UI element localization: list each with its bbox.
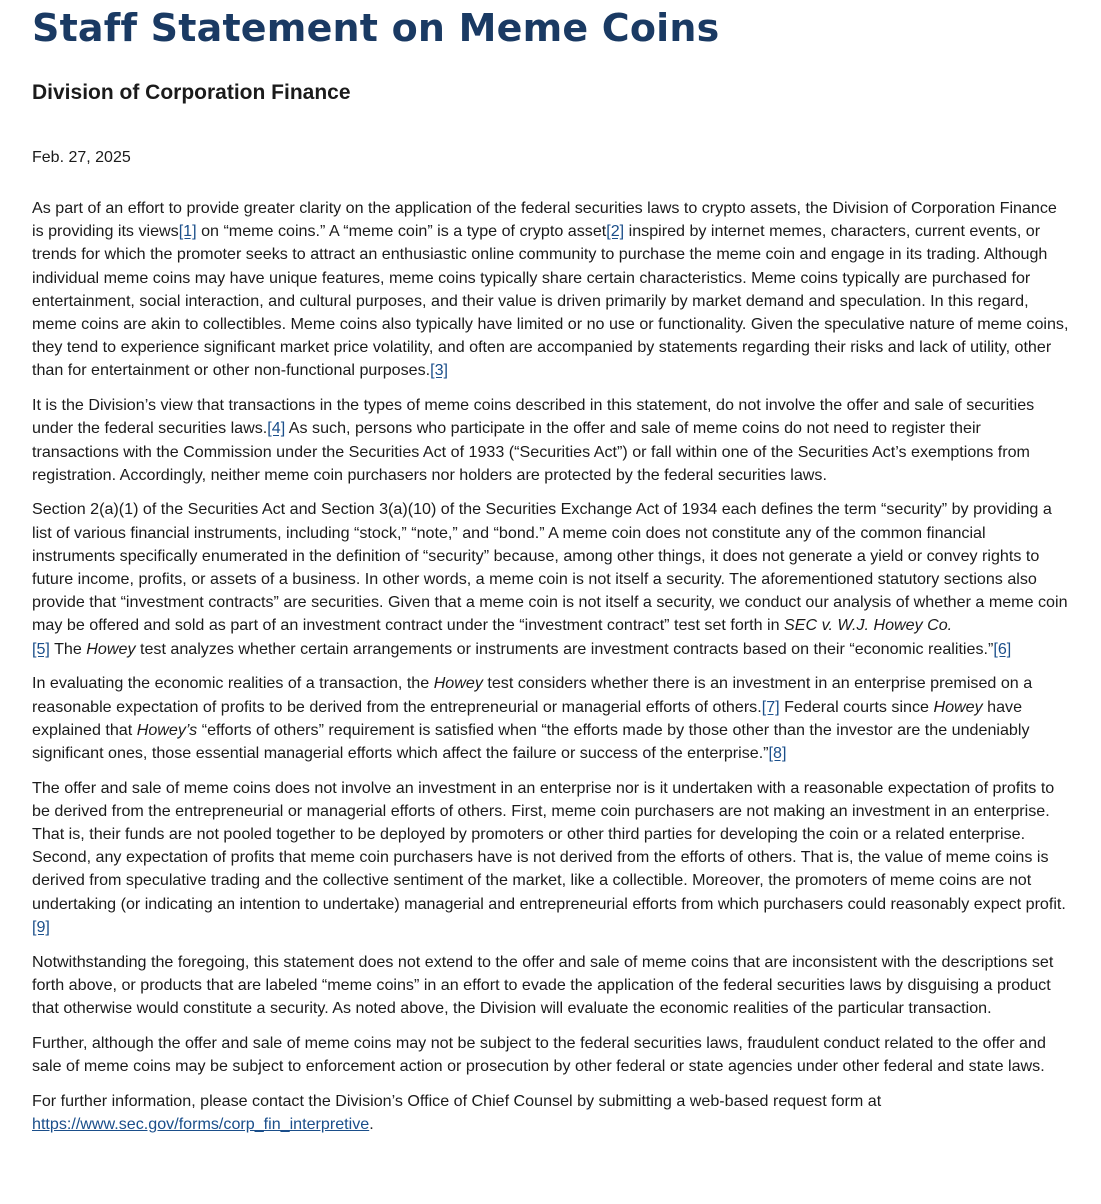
paragraph-8 [32,1090,1069,1136]
paragraph-6 [32,951,1069,1021]
paragraph-text: inspired by internet memes, characters, current events, or trends for which the promoter seeks to attract an enthusiastic online community to purchase the meme coin and engage in its trading. Although individual meme coins may have unique features, meme coins typically share certain characteristics. Meme coins typically are purchased for entertainment, social interaction, and cultural purposes, and their value is driven primarily by market demand and speculation. In this regard, meme coins are akin to collectibles. Meme coins also typically have limited or no use or functionality. Given the speculative nature of meme coins, they tend to experience significant market price volatility, and often are accompanied by statements regarding their risks and lack of utility, other than for entertainment or other non-functional purposes. [32,222,1069,380]
statement-body [32,197,1069,1136]
footnote-link-5[interactable]: [5] [32,639,50,658]
statement-page [0,4,1101,1136]
paragraph-2 [32,394,1069,487]
paragraph-text: As such, persons who participate in the offer and sale of meme coins do not need to register their transactions with the Commission under the Securities Act of 1933 (“Securities Act”) or fall within one of the Securities Act’s exemptions from registration. Accordingly, neither meme coin purchasers nor holders are protected by the federal securities laws. [32,419,1030,484]
paragraph-text: The offer and sale of meme coins does not involve an investment in an enterprise nor is it undertaken with a reasonable expectation of profits to be derived from the entrepreneurial or managerial efforts of others. First, meme coin purchasers are not making an investment in an enterprise. That is, their funds are not pooled together to be deployed by promoters or other third parties for developing the coin or a related enterprise. Second, any expectation of profits that meme coin purchasers have is not derived from the efforts of others. That is, the value of meme coins is derived from speculative trading and the collective sentiment of the market, like a collectible. Moreover, the promoters of meme coins are not undertaking (or indicating an intention to undertake) managerial and entrepreneurial efforts from which purchasers could reasonably expect profit. [32,778,1066,913]
paragraph-text: The [49,639,87,658]
case-citation: SEC v. W.J. Howey Co. [784,616,953,635]
paragraph-text: on “meme coins.” A “meme coin” is a type of crypto asset [196,222,607,241]
paragraph-text: test considers whether there is an investment in an enterprise premised on a reasonable expectation of profits to be derived from the entrepreneurial or managerial efforts of others. [32,674,1033,716]
paragraph-text: . [369,1114,374,1133]
paragraph-text: In evaluating the economic realities of a transaction, the [32,674,434,693]
paragraph-text: Federal courts since [779,697,934,716]
division-subtitle: Division of Corporation Finance [32,81,351,104]
case-name: Howey [86,639,136,658]
footnote-link-3[interactable]: [3] [430,361,449,380]
case-name: Howey [933,697,983,716]
paragraph-text: Further, although the offer and sale of meme coins may not be subject to the federal securities laws, fraudulent conduct related to the offer and sale of meme coins may be subject to enforcement action or prosecution by other federal or state agencies under other federal and state laws. [32,1033,1046,1075]
footnote-link-9[interactable]: [9] [32,917,50,936]
paragraph-5 [32,777,1069,939]
paragraph-7 [32,1032,1069,1078]
paragraph-1 [32,197,1069,383]
paragraph-text: Section 2(a)(1) of the Securities Act and Section 3(a)(10) of the Securities Exchange Act of 1934 each defines the term “security” by providing a list of various financial instruments, including “stock,” “note,” and “bond.” A meme coin does not constitute any of the common financial instruments specifically enumerated in the definition of “security” because, among other things, it does not generate a yield or convey rights to future income, profits, or assets of a business. In other words, a meme coin is not itself a security. The aforementioned statutory sections also provide that “investment contracts” are securities. Given that a meme coin is not itself a security, we conduct our analysis of whether a meme coin may be offered and sold as part of an investment contract under the “investment contract” test set forth in [32,500,1068,635]
publication-date: Feb. 27, 2025 [32,149,131,166]
page-title: Staff Statement on Meme Coins [32,6,720,50]
case-name: Howey’s [136,720,198,739]
paragraph-text: Notwithstanding the foregoing, this statement does not extend to the offer and sale of meme coins that are inconsistent with the descriptions set forth above, or products that are labeled “meme coins” in an effort to evade the application of the federal securities laws by disguising a product that otherwise would constitute a security. As noted above, the Division will evaluate the economic realities of the particular transaction. [32,952,1054,1017]
paragraph-text: “efforts of others” requirement is satisfied when “the efforts made by those other than the investor are the undeniably significant ones, those essential managerial efforts which affect the failure or success of the enterprise.” [32,720,1030,762]
footnote-link-6[interactable]: [6] [993,639,1012,658]
paragraph-4 [32,672,1069,765]
paragraph-text: have explained that [32,697,1023,739]
paragraph-text: It is the Division’s view that transactions in the types of meme coins described in this statement, do not involve the offer and sale of securities under the federal securities laws. [32,396,1035,438]
request-form-link[interactable]: https://www.sec.gov/forms/corp_fin_interpretive [32,1114,370,1133]
footnote-link-8[interactable]: [8] [768,743,787,762]
paragraph-text: test analyzes whether certain arrangements or instruments are investment contracts based on their “economic realities.” [135,639,994,658]
paragraph-text: As part of an effort to provide greater clarity on the application of the federal securities laws to crypto assets, the Division of Corporation Finance is providing its views [32,199,1057,241]
paragraph-3 [32,498,1069,660]
footnote-link-1[interactable]: [1] [178,222,197,241]
footnote-link-7[interactable]: [7] [761,697,780,716]
footnote-link-4[interactable]: [4] [267,419,286,438]
paragraph-text: For further information, please contact the Division’s Office of Chief Counsel by submitting a web-based request form at [32,1091,882,1110]
footnote-link-2[interactable]: [2] [606,222,625,241]
case-name: Howey [433,674,483,693]
